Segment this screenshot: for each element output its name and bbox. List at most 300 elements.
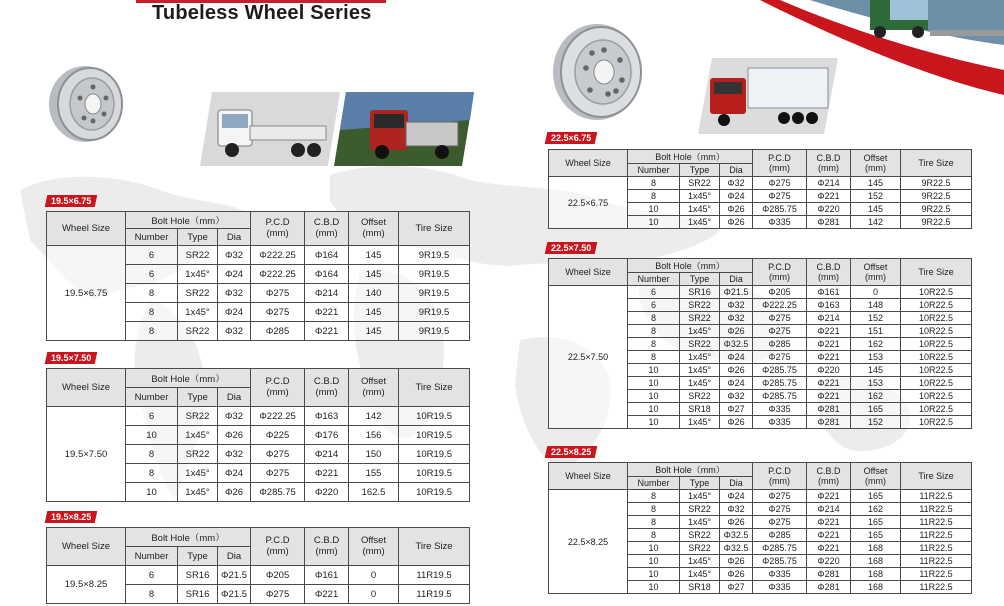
tire-size-cell: 10R22.5 — [901, 403, 972, 416]
bolt-dia-cell: Φ32 — [218, 407, 251, 426]
bolt-number-cell: 8 — [126, 464, 178, 483]
bolt-number-cell: 6 — [126, 407, 178, 426]
bolt-dia-cell: Φ24 — [720, 190, 753, 203]
pcd-cell: Φ222.25 — [753, 299, 807, 312]
offset-cell: 0 — [851, 286, 901, 299]
bolt-type-cell: 1x45° — [680, 203, 720, 216]
cbd-cell: Φ214 — [807, 503, 851, 516]
cbd-cell: Φ221 — [305, 464, 349, 483]
pcd-cell: Φ335 — [753, 581, 807, 594]
offset-header-line2: (mm) — [362, 227, 385, 239]
tire-size-cell: 11R22.5 — [901, 503, 972, 516]
pcd-cell: Φ275 — [251, 464, 305, 483]
offset-cell: 152 — [851, 416, 901, 429]
offset-cell: 168 — [851, 555, 901, 568]
spec-table-22-5x8-25 — [548, 462, 972, 594]
bolt-type-cell: SR22 — [178, 407, 218, 426]
offset-header — [851, 259, 901, 286]
offset-cell: 145 — [349, 322, 399, 341]
pcd-header — [753, 150, 807, 177]
bolt-number-cell: 10 — [628, 216, 680, 229]
tire-size-cell: 10R22.5 — [901, 351, 972, 364]
bolt-number-cell: 10 — [628, 364, 680, 377]
pcd-cell: Φ335 — [753, 416, 807, 429]
bolt-number-cell: 10 — [628, 568, 680, 581]
cbd-cell: Φ221 — [305, 303, 349, 322]
bolt-number-cell: 10 — [628, 542, 680, 555]
cbd-cell: Φ164 — [305, 265, 349, 284]
bolt-number-cell: 10 — [126, 426, 178, 445]
tire-size-cell: 11R22.5 — [901, 529, 972, 542]
offset-cell: 145 — [349, 303, 399, 322]
offset-cell: 162 — [851, 338, 901, 351]
pcd-cell: Φ285.75 — [753, 364, 807, 377]
bolt-dia-cell: Φ32 — [720, 299, 753, 312]
pcd-header-line1: P.C.D — [265, 534, 290, 546]
wheel-size-header: Wheel Size — [47, 369, 126, 407]
bolt-type-cell: 1x45° — [680, 190, 720, 203]
table-row — [549, 490, 972, 503]
dia-header: Dia — [720, 164, 753, 177]
tire-size-cell: 11R22.5 — [901, 555, 972, 568]
cbd-cell: Φ163 — [807, 299, 851, 312]
cbd-cell: Φ214 — [807, 177, 851, 190]
cbd-header — [305, 528, 349, 566]
pcd-cell: Φ285.75 — [753, 390, 807, 403]
bolt-dia-cell: Φ27 — [720, 403, 753, 416]
bolt-number-cell: 10 — [628, 403, 680, 416]
bolt-dia-cell: Φ32 — [720, 312, 753, 325]
bolt-type-cell: SR22 — [680, 390, 720, 403]
pcd-cell: Φ205 — [251, 566, 305, 585]
bolt-number-cell: 10 — [628, 416, 680, 429]
tire-size-cell: 9R19.5 — [399, 284, 470, 303]
wheel-size-cell: 19.5×7.50 — [47, 407, 126, 502]
wheel-size-cell: 22.5×7.50 — [549, 286, 628, 429]
tire-size-cell: 10R22.5 — [901, 390, 972, 403]
bolt-number-cell: 10 — [628, 390, 680, 403]
bolt-hole-header: Bolt Hole（mm） — [628, 463, 753, 477]
bolt-type-cell: SR22 — [680, 542, 720, 555]
bolt-type-cell: SR22 — [680, 338, 720, 351]
offset-header — [851, 150, 901, 177]
section-tag-22-5x8-25: 22.5×8.25 — [545, 446, 598, 458]
spec-table-19-5x6-75 — [46, 211, 470, 341]
tire-size-header: Tire Size — [399, 369, 470, 407]
bolt-number-cell: 8 — [628, 325, 680, 338]
bolt-type-cell: 1x45° — [680, 490, 720, 503]
offset-cell: 151 — [851, 325, 901, 338]
cbd-cell: Φ214 — [305, 445, 349, 464]
tire-size-cell: 9R19.5 — [399, 303, 470, 322]
pcd-cell: Φ335 — [753, 216, 807, 229]
pcd-cell: Φ285.75 — [753, 377, 807, 390]
tire-size-cell: 10R22.5 — [901, 286, 972, 299]
pcd-cell: Φ275 — [753, 516, 807, 529]
bolt-type-cell: 1x45° — [178, 426, 218, 445]
pcd-cell: Φ285.75 — [251, 483, 305, 502]
pcd-header-line1: P.C.D — [768, 465, 791, 476]
wheel-size-cell: 19.5×6.75 — [47, 246, 126, 341]
offset-cell: 153 — [851, 377, 901, 390]
cbd-header — [305, 369, 349, 407]
pcd-cell: Φ275 — [753, 312, 807, 325]
bolt-dia-cell: Φ32 — [218, 284, 251, 303]
cbd-header — [305, 212, 349, 246]
pcd-header-line2: (mm) — [769, 163, 791, 173]
tire-size-cell: 11R22.5 — [901, 542, 972, 555]
type-header: Type — [178, 229, 218, 246]
pcd-cell: Φ275 — [251, 585, 305, 604]
cbd-cell: Φ220 — [807, 555, 851, 568]
bolt-type-cell: 1x45° — [680, 351, 720, 364]
bolt-number-cell: 8 — [628, 351, 680, 364]
bolt-number-cell: 8 — [628, 503, 680, 516]
tire-size-cell: 10R22.5 — [901, 299, 972, 312]
bolt-dia-cell: Φ26 — [720, 416, 753, 429]
cbd-header — [807, 259, 851, 286]
bolt-type-cell: 1x45° — [680, 364, 720, 377]
tire-size-cell: 9R22.5 — [901, 203, 972, 216]
pcd-header-line2: (mm) — [769, 476, 791, 486]
bolt-hole-header: Bolt Hole（mm） — [628, 259, 753, 273]
cbd-header-line1: C.B.D — [313, 216, 340, 228]
cbd-cell: Φ281 — [807, 568, 851, 581]
pcd-cell: Φ222.25 — [251, 407, 305, 426]
offset-cell: 165 — [851, 516, 901, 529]
table-row — [47, 566, 470, 585]
cbd-header-line1: C.B.D — [313, 534, 340, 546]
bolt-dia-cell: Φ24 — [218, 265, 251, 284]
bolt-number-cell: 8 — [628, 190, 680, 203]
cbd-cell: Φ221 — [807, 325, 851, 338]
pcd-cell: Φ285.75 — [753, 203, 807, 216]
bolt-dia-cell: Φ26 — [720, 203, 753, 216]
section-tag-19-5x8-25: 19.5×8.25 — [45, 511, 98, 523]
bolt-dia-cell: Φ32 — [218, 322, 251, 341]
bolt-number-cell: 8 — [628, 490, 680, 503]
pcd-cell: Φ275 — [251, 303, 305, 322]
bolt-dia-cell: Φ26 — [720, 555, 753, 568]
bolt-type-cell: SR16 — [680, 286, 720, 299]
dia-header: Dia — [218, 547, 251, 566]
bolt-number-cell: 8 — [126, 322, 178, 341]
tire-size-cell: 10R19.5 — [399, 483, 470, 502]
cbd-cell: Φ164 — [305, 246, 349, 265]
cbd-cell: Φ214 — [305, 284, 349, 303]
cbd-cell: Φ221 — [807, 190, 851, 203]
bolt-type-cell: SR18 — [680, 403, 720, 416]
tire-size-header: Tire Size — [399, 212, 470, 246]
bolt-dia-cell: Φ26 — [720, 568, 753, 581]
number-header: Number — [126, 388, 178, 407]
cbd-cell: Φ221 — [807, 542, 851, 555]
number-header: Number — [126, 229, 178, 246]
pcd-cell: Φ275 — [753, 177, 807, 190]
tire-size-cell: 10R22.5 — [901, 325, 972, 338]
pcd-cell: Φ285.75 — [753, 542, 807, 555]
cbd-header — [807, 150, 851, 177]
offset-cell: 145 — [851, 177, 901, 190]
bolt-dia-cell: Φ26 — [218, 483, 251, 502]
cbd-cell: Φ281 — [807, 216, 851, 229]
bolt-dia-cell: Φ24 — [218, 464, 251, 483]
bolt-number-cell: 10 — [126, 483, 178, 502]
bolt-dia-cell: Φ26 — [720, 325, 753, 338]
tire-size-cell: 9R22.5 — [901, 190, 972, 203]
tire-size-cell: 10R22.5 — [901, 364, 972, 377]
cbd-header-line2: (mm) — [818, 476, 840, 486]
pcd-cell: Φ335 — [753, 568, 807, 581]
bolt-type-cell: SR22 — [680, 299, 720, 312]
tire-size-cell: 11R22.5 — [901, 516, 972, 529]
number-header: Number — [126, 547, 178, 566]
tire-size-cell: 10R19.5 — [399, 426, 470, 445]
pcd-cell: Φ285.75 — [753, 555, 807, 568]
bolt-number-cell: 8 — [628, 312, 680, 325]
offset-cell: 150 — [349, 445, 399, 464]
bolt-dia-cell: Φ21.5 — [218, 585, 251, 604]
pcd-header-line2: (mm) — [266, 545, 289, 557]
red-truck-photo — [334, 92, 474, 166]
bolt-dia-cell: Φ32.5 — [720, 338, 753, 351]
tire-size-header: Tire Size — [399, 528, 470, 566]
dia-header: Dia — [218, 388, 251, 407]
cbd-cell: Φ281 — [807, 581, 851, 594]
pcd-cell: Φ285 — [251, 322, 305, 341]
pcd-header — [251, 528, 305, 566]
cbd-cell: Φ221 — [807, 490, 851, 503]
bolt-dia-cell: Φ21.5 — [720, 286, 753, 299]
dia-header: Dia — [720, 273, 753, 286]
bolt-hole-header: Bolt Hole（mm） — [126, 528, 251, 547]
offset-header-line2: (mm) — [362, 386, 385, 398]
offset-header-line2: (mm) — [865, 476, 887, 486]
tire-size-cell: 10R19.5 — [399, 445, 470, 464]
pcd-header — [753, 259, 807, 286]
offset-cell: 0 — [349, 585, 399, 604]
semi-trailer-truck-photo — [698, 58, 838, 134]
bolt-hole-header: Bolt Hole（mm） — [126, 212, 251, 229]
bolt-number-cell: 10 — [628, 203, 680, 216]
light-truck-photo — [200, 92, 340, 166]
cbd-cell: Φ281 — [807, 416, 851, 429]
type-header: Type — [178, 388, 218, 407]
bolt-type-cell: SR22 — [178, 445, 218, 464]
offset-header — [851, 463, 901, 490]
spec-table-22-5x6-75 — [548, 149, 972, 229]
bolt-number-cell: 8 — [126, 303, 178, 322]
cbd-cell: Φ214 — [807, 312, 851, 325]
bolt-number-cell: 8 — [628, 338, 680, 351]
offset-cell: 168 — [851, 542, 901, 555]
cbd-cell: Φ221 — [305, 585, 349, 604]
bolt-number-cell: 10 — [628, 377, 680, 390]
dia-header: Dia — [720, 477, 753, 490]
cbd-cell: Φ221 — [807, 390, 851, 403]
bolt-number-cell: 10 — [628, 581, 680, 594]
number-header: Number — [628, 273, 680, 286]
bolt-dia-cell: Φ32.5 — [720, 529, 753, 542]
bolt-dia-cell: Φ26 — [720, 216, 753, 229]
bolt-type-cell: SR22 — [178, 246, 218, 265]
number-header: Number — [628, 477, 680, 490]
table-row — [549, 286, 972, 299]
cbd-cell: Φ221 — [305, 322, 349, 341]
offset-cell: 145 — [851, 364, 901, 377]
wheel-size-cell: 22.5×6.75 — [549, 177, 628, 229]
tire-size-cell: 11R22.5 — [901, 581, 972, 594]
wheel-size-header: Wheel Size — [549, 259, 628, 286]
offset-cell: 156 — [349, 426, 399, 445]
pcd-cell: Φ275 — [753, 490, 807, 503]
offset-cell: 155 — [349, 464, 399, 483]
bolt-dia-cell: Φ32 — [218, 445, 251, 464]
bolt-dia-cell: Φ32 — [720, 390, 753, 403]
cbd-cell: Φ281 — [807, 403, 851, 416]
cbd-cell: Φ220 — [807, 203, 851, 216]
bolt-number-cell: 10 — [628, 555, 680, 568]
cbd-cell: Φ221 — [807, 338, 851, 351]
offset-cell: 145 — [851, 203, 901, 216]
cbd-cell: Φ163 — [305, 407, 349, 426]
offset-cell: 0 — [349, 566, 399, 585]
tire-size-cell: 10R22.5 — [901, 338, 972, 351]
pcd-header-line1: P.C.D — [768, 261, 791, 272]
pcd-header-line2: (mm) — [266, 386, 289, 398]
bolt-type-cell: 1x45° — [178, 265, 218, 284]
cbd-header-line2: (mm) — [315, 386, 338, 398]
pcd-cell: Φ222.25 — [251, 265, 305, 284]
offset-header — [349, 528, 399, 566]
tire-size-cell: 10R19.5 — [399, 464, 470, 483]
offset-cell: 152 — [851, 312, 901, 325]
bolt-type-cell: 1x45° — [680, 568, 720, 581]
bolt-number-cell: 6 — [628, 299, 680, 312]
bolt-dia-cell: Φ32.5 — [720, 542, 753, 555]
offset-cell: 142 — [349, 407, 399, 426]
bolt-type-cell: 1x45° — [178, 303, 218, 322]
bolt-dia-cell: Φ24 — [720, 377, 753, 390]
offset-header-line1: Offset — [863, 261, 888, 272]
wheel-size-cell: 19.5×8.25 — [47, 566, 126, 604]
pcd-cell: Φ225 — [251, 426, 305, 445]
bolt-type-cell: 1x45° — [680, 416, 720, 429]
offset-cell: 145 — [349, 246, 399, 265]
section-tag-22-5x7-50: 22.5×7.50 — [545, 242, 598, 254]
cbd-header-line1: C.B.D — [313, 375, 340, 387]
bolt-type-cell: 1x45° — [680, 325, 720, 338]
cbd-cell: Φ220 — [807, 364, 851, 377]
cbd-cell: Φ161 — [807, 286, 851, 299]
pcd-header — [251, 212, 305, 246]
spec-table-19-5x8-25 — [46, 527, 470, 604]
wheel-size-header: Wheel Size — [47, 528, 126, 566]
bolt-dia-cell: Φ26 — [720, 364, 753, 377]
offset-cell: 145 — [349, 265, 399, 284]
tire-size-cell: 10R22.5 — [901, 312, 972, 325]
table-row — [47, 246, 470, 265]
offset-cell: 152 — [851, 190, 901, 203]
pcd-cell: Φ222.25 — [251, 246, 305, 265]
offset-header — [349, 369, 399, 407]
offset-header-line1: Offset — [863, 152, 888, 163]
offset-cell: 168 — [851, 581, 901, 594]
cbd-cell: Φ220 — [305, 483, 349, 502]
section-tag-19-5x6-75: 19.5×6.75 — [45, 195, 98, 207]
bolt-dia-cell: Φ26 — [720, 516, 753, 529]
pcd-cell: Φ275 — [753, 190, 807, 203]
bolt-type-cell: SR16 — [178, 585, 218, 604]
bolt-number-cell: 6 — [126, 265, 178, 284]
tire-size-header: Tire Size — [901, 463, 972, 490]
bolt-dia-cell: Φ26 — [218, 426, 251, 445]
offset-cell: 165 — [851, 403, 901, 416]
bolt-hole-header: Bolt Hole（mm） — [126, 369, 251, 388]
cbd-header-line2: (mm) — [315, 545, 338, 557]
bolt-type-cell: SR16 — [178, 566, 218, 585]
bolt-dia-cell: Φ32 — [720, 177, 753, 190]
bolt-type-cell: 1x45° — [680, 377, 720, 390]
cbd-header-line2: (mm) — [818, 272, 840, 282]
offset-header-line1: Offset — [863, 465, 888, 476]
pcd-header-line2: (mm) — [266, 227, 289, 239]
cbd-cell: Φ221 — [807, 529, 851, 542]
steel-wheel-image — [44, 62, 126, 146]
bolt-number-cell: 8 — [126, 284, 178, 303]
pcd-header-line1: P.C.D — [265, 375, 290, 387]
pcd-header-line1: P.C.D — [768, 152, 791, 163]
tire-size-cell: 9R22.5 — [901, 216, 972, 229]
wheel-size-cell: 22.5×8.25 — [549, 490, 628, 594]
steel-wheel-large-image — [548, 20, 646, 124]
cbd-header-line2: (mm) — [818, 163, 840, 173]
type-header: Type — [680, 477, 720, 490]
pcd-cell: Φ205 — [753, 286, 807, 299]
tire-size-cell: 10R22.5 — [901, 377, 972, 390]
offset-cell: 162.5 — [349, 483, 399, 502]
cbd-cell: Φ161 — [305, 566, 349, 585]
section-tag-22-5x6-75: 22.5×6.75 — [545, 132, 598, 144]
dia-header: Dia — [218, 229, 251, 246]
bolt-type-cell: SR22 — [680, 529, 720, 542]
offset-cell: 162 — [851, 503, 901, 516]
bolt-number-cell: 6 — [628, 286, 680, 299]
bolt-dia-cell: Φ21.5 — [218, 566, 251, 585]
bolt-type-cell: 1x45° — [178, 483, 218, 502]
tire-size-cell: 11R19.5 — [399, 566, 470, 585]
tire-size-cell: 9R22.5 — [901, 177, 972, 190]
bolt-number-cell: 8 — [126, 585, 178, 604]
tire-size-header: Tire Size — [901, 259, 972, 286]
offset-cell: 140 — [349, 284, 399, 303]
tire-size-cell: 10R19.5 — [399, 407, 470, 426]
cbd-cell: Φ221 — [807, 351, 851, 364]
bolt-number-cell: 6 — [126, 246, 178, 265]
tire-size-cell: 9R19.5 — [399, 265, 470, 284]
pcd-cell: Φ275 — [753, 325, 807, 338]
cbd-header-line1: C.B.D — [816, 465, 841, 476]
offset-cell: 165 — [851, 529, 901, 542]
offset-header-line2: (mm) — [865, 272, 887, 282]
pcd-header-line1: P.C.D — [265, 216, 290, 228]
bolt-hole-header: Bolt Hole（mm） — [628, 150, 753, 164]
tire-size-cell: 11R22.5 — [901, 490, 972, 503]
table-row — [47, 407, 470, 426]
bolt-dia-cell: Φ32 — [720, 503, 753, 516]
offset-cell: 142 — [851, 216, 901, 229]
wheel-size-header: Wheel Size — [549, 463, 628, 490]
